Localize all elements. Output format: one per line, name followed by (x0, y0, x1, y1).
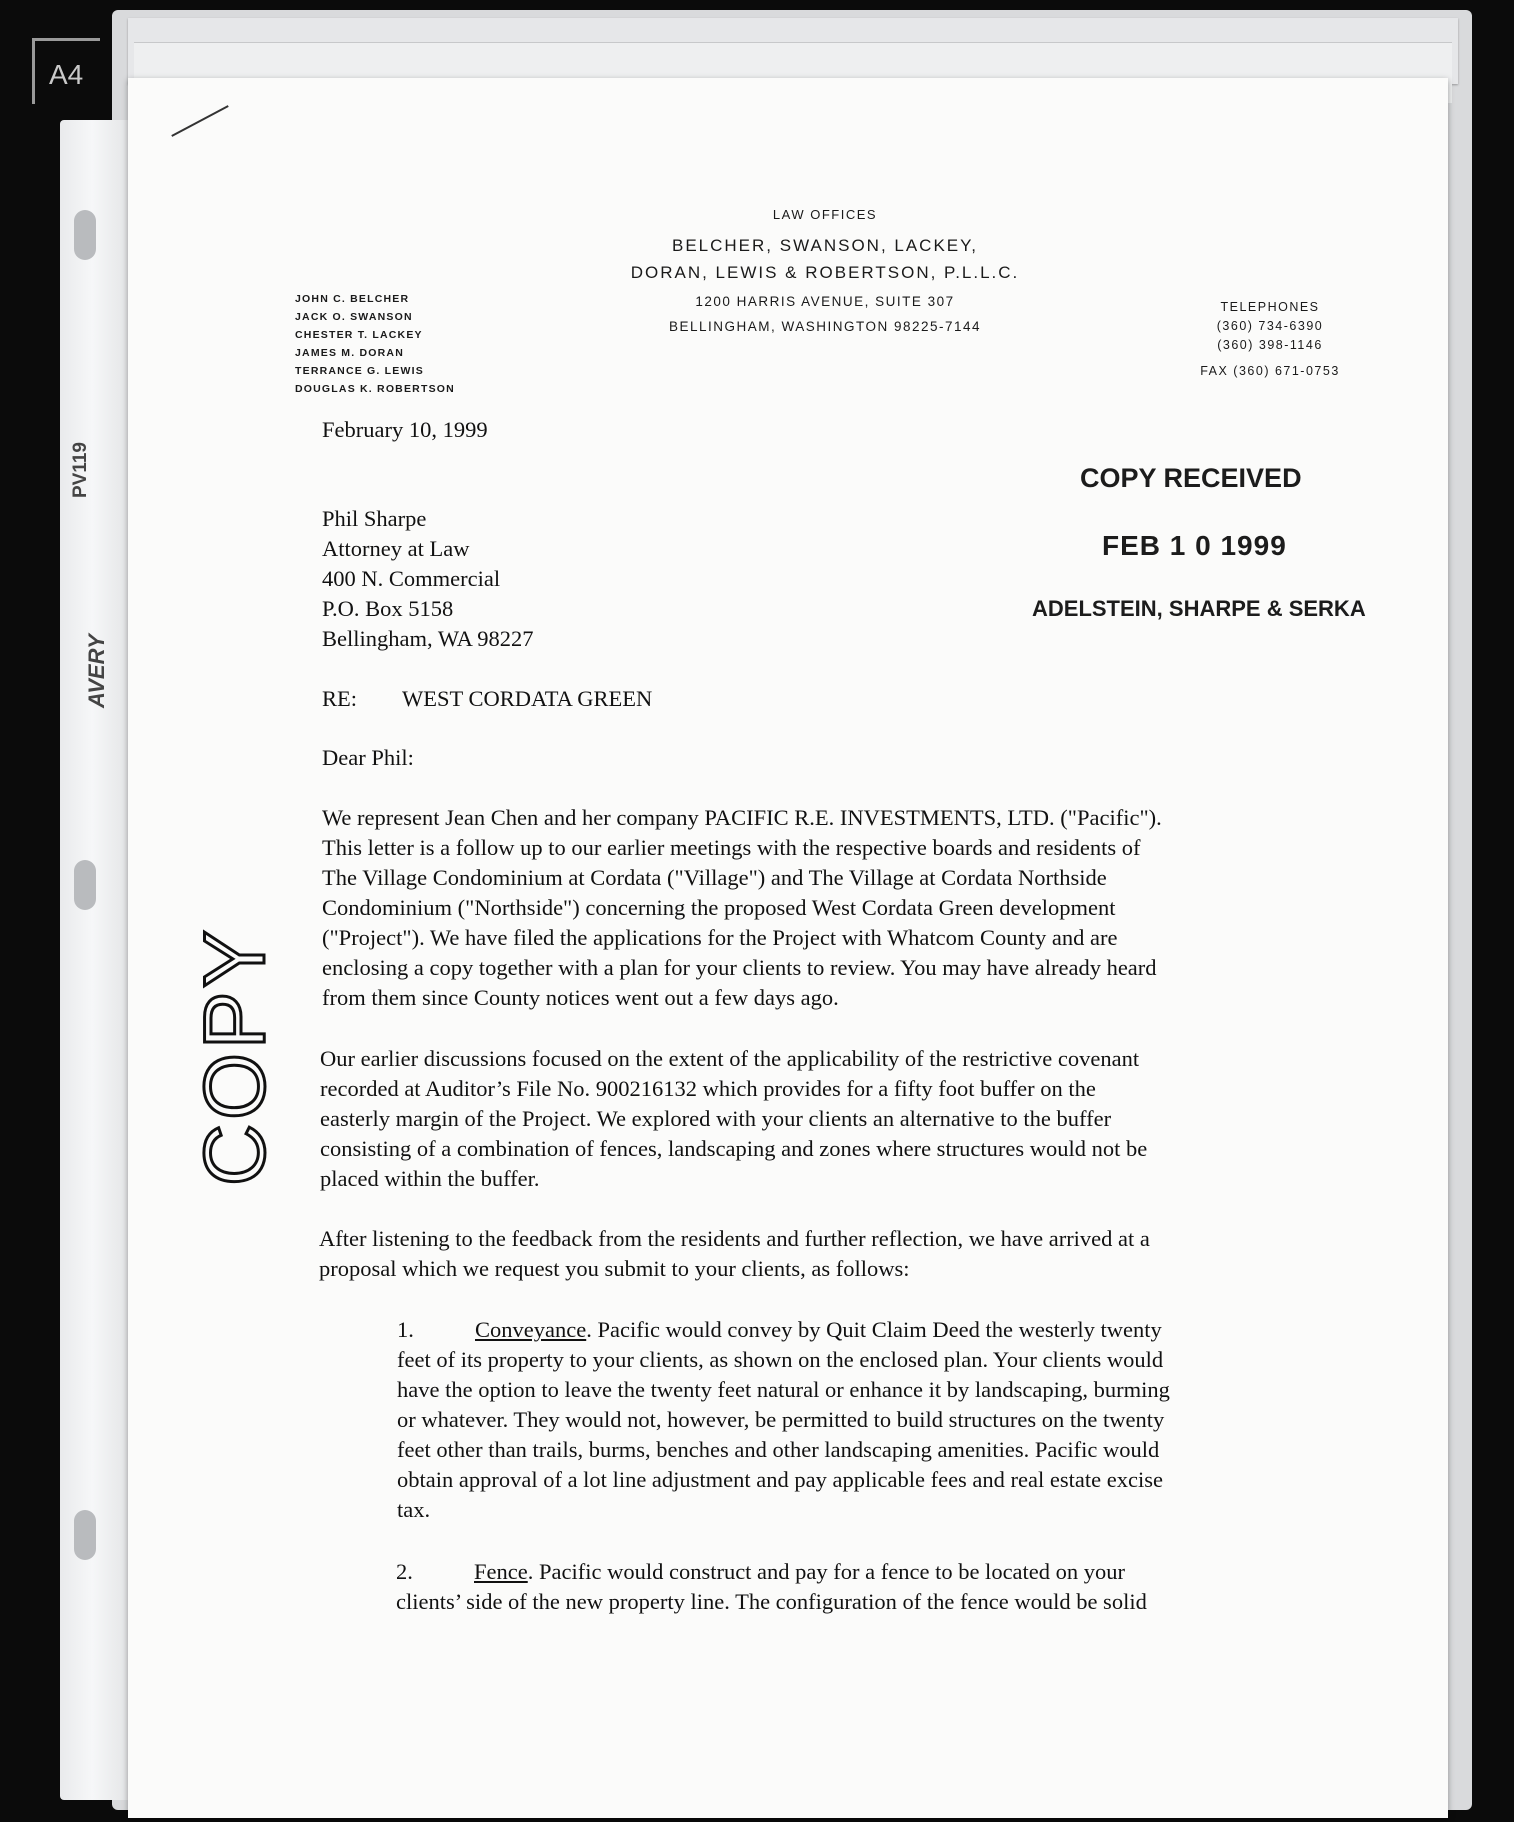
punch-hole (74, 210, 96, 260)
text-line: feet other than trails, burms, benches and other landscaping amenities. Pacific would (397, 1437, 1160, 1462)
copy-stamp: COPY (187, 926, 283, 1186)
text-line: have the option to leave the twenty feet natural or enhance it by landscaping, burming (397, 1377, 1170, 1402)
item-heading: Conveyance (475, 1317, 587, 1342)
text-line: proposal which we request you submit to your clients, as follows: (319, 1256, 910, 1281)
recipient-line: 400 N. Commercial (322, 566, 501, 591)
text-line: The Village Condominium at Cordata ("Village") and The Village at Cordata Northside (322, 865, 1107, 890)
recipient-line: Bellingham, WA 98227 (322, 626, 534, 651)
paragraph-3 (319, 1224, 1150, 1284)
paragraph-2 (320, 1044, 1147, 1194)
punch-hole (74, 860, 96, 910)
partner-name: JAMES M. DORAN (295, 347, 404, 359)
item-first-line (396, 1557, 1147, 1587)
text-line: Condominium ("Northside") concerning the proposed West Cordata Green development (322, 895, 1116, 920)
brand-logo: AVERY (84, 634, 109, 708)
text-line: tax. (397, 1497, 431, 1522)
partner-name: TERRANCE G. LEWIS (295, 365, 424, 377)
telephone-block (1185, 298, 1355, 355)
text-line: easterly margin of the Project. We explored with your clients an alternative to the buffer (320, 1106, 1112, 1131)
text-line: ("Project"). We have filed the applications for the Project with Whatcom County and are (322, 925, 1118, 950)
partner-name: JOHN C. BELCHER (295, 293, 410, 305)
partner-name: CHESTER T. LACKEY (295, 329, 423, 341)
phone-number: (360) 398-1146 (1217, 338, 1323, 352)
recipient-line: Phil Sharpe (322, 506, 427, 531)
text-line: placed within the buffer. (320, 1166, 540, 1191)
phone-number: (360) 734-6390 (1216, 319, 1324, 333)
recipient-line: P.O. Box 5158 (322, 596, 454, 621)
partner-list (295, 290, 455, 398)
text-line: clients’ side of the new property line. The configuration of the fence would be solid (396, 1589, 1147, 1614)
item-number: 1. (397, 1317, 414, 1342)
recipient-line: Attorney at Law (322, 536, 470, 561)
address-line2: BELLINGHAM, WASHINGTON 98225-7144 (668, 319, 982, 334)
text-line: obtain approval of a lot line adjustment and pay applicable fees and real estate excise (397, 1467, 1163, 1492)
letter-date: February 10, 1999 (322, 417, 488, 442)
re-label: RE: (322, 686, 358, 711)
telephones-label: TELEPHONES (1220, 300, 1320, 314)
partner-name: JACK O. SWANSON (295, 311, 413, 323)
fax-number: FAX (360) 671-0753 (1200, 364, 1340, 378)
letterhead-heading: LAW OFFICES (772, 207, 878, 222)
text-line: enclosing a copy together with a plan for your clients to review. You may have already heard (322, 955, 1157, 980)
text-line: This letter is a follow up to our earlier meetings with the respective boards and residents of (322, 835, 1141, 860)
item-heading: Fence (474, 1559, 528, 1584)
firm-name-line2: DORAN, LEWIS & ROBERTSON, P.L.L.C. (630, 263, 1020, 282)
text-line: feet of its property to your clients, as shown on the enclosed plan. Your clients would (397, 1347, 1164, 1372)
address-line1: 1200 HARRIS AVENUE, SUITE 307 (695, 294, 955, 309)
text-line: Our earlier discussions focused on the extent of the applicability of the restrictive covenant (320, 1046, 1140, 1071)
list-item-fence (396, 1557, 1147, 1617)
item-text: . Pacific would construct and pay for a fence to be located on your (527, 1559, 1126, 1584)
item-text: . Pacific would convey by Quit Claim Deed the westerly twenty (586, 1317, 1162, 1342)
received-stamp-firm: ADELSTEIN, SHARPE & SERKA (1032, 596, 1366, 621)
product-code: PV119 (70, 442, 91, 498)
paragraph-1 (322, 803, 1162, 1013)
partner-name: DOUGLAS K. ROBERTSON (295, 383, 455, 395)
item-number: 2. (396, 1559, 413, 1584)
recipient-address (322, 504, 533, 654)
text-line: recorded at Auditor’s File No. 900216132 which provides for a fifty foot buffer on the (320, 1076, 1096, 1101)
a4-tab-label: A4 (32, 38, 100, 104)
received-stamp-title: COPY RECEIVED (1080, 463, 1302, 493)
text-line: consisting of a combination of fences, landscaping and zones where structures would not be (320, 1136, 1148, 1161)
text-line: from them since County notices went out a few days ago. (322, 985, 839, 1010)
item-first-line (397, 1315, 1170, 1345)
text-line: We represent Jean Chen and her company PACIFIC R.E. INVESTMENTS, LTD. ("Pacific"). (322, 805, 1162, 830)
firm-name-line1: BELCHER, SWANSON, LACKEY, (671, 236, 979, 255)
re-subject: WEST CORDATA GREEN (402, 686, 653, 711)
punch-hole (74, 1510, 96, 1560)
text-line: or whatever. They would not, however, be permitted to build structures on the twenty (397, 1407, 1165, 1432)
list-item-conveyance (397, 1315, 1170, 1525)
text-line: After listening to the feedback from the residents and further reflection, we have arrived at a (319, 1226, 1150, 1251)
received-stamp-date: FEB 1 0 1999 (1102, 530, 1287, 561)
salutation: Dear Phil: (322, 745, 414, 770)
